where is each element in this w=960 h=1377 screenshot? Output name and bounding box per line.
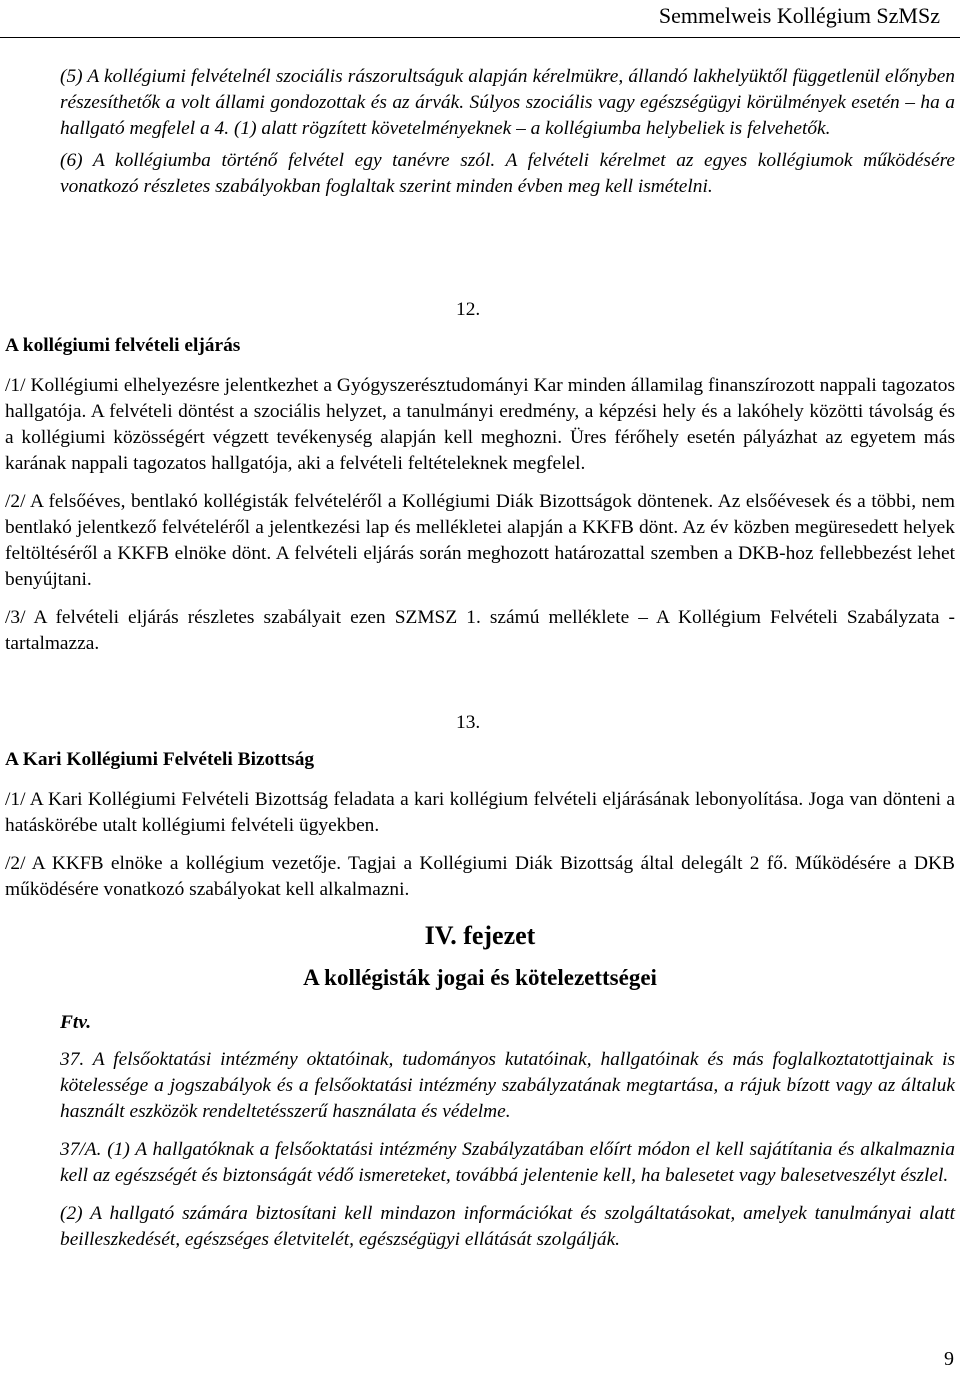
ftv-paragraph-37a-2: (2) A hallgató számára biztosítani kell mindazon információkat és szolgáltatásokat, amelyek tanulmányai alatt beilleszkedését, egészséges életvitelét, egészségügyi ellátását szolgálják. <box>60 1203 955 1250</box>
section-12-title: A kollégiumi felvételi eljárás <box>5 335 241 356</box>
section-13-paragraph-2: /2/ A KKFB elnöke a kollégium vezetője. Tagjai a Kollégiumi Diák Bizottság által delegált 2 fő. Működésére a DKB működésére vonatkozó szabályokat kell alkalmazni. <box>5 853 955 900</box>
section-12-paragraph-2: /2/ A felsőéves, bentlakó kollégisták felvételéről a Kollégiumi Diák Bizottságok döntenek. Az elsőévesek és a többi, nem bentlakó jelentkező felvételéről a jelentkezési lap és mellékletei alapján a KKFB dönt. Az év közben megüresedett helyek feltöltéséről a KKFB elnöke dönt. A felvételi eljárás során meghozott határozattal szemben a DKB-hoz fellebbezést lehet benyújtani. <box>5 491 955 590</box>
section-13-title: A Kari Kollégiumi Felvételi Bizottság <box>5 749 315 770</box>
section-13-number: 13. <box>456 712 481 733</box>
section-13-paragraph-1: /1/ A Kari Kollégiumi Felvételi Bizottság feladata a kari kollégium felvételi eljárásának lebonyolítása. Joga van dönteni a hatáskörébe utalt kollégiumi felvételi ügyekben. <box>5 789 955 836</box>
running-header: Semmelweis Kollégium SzMSz <box>658 3 940 28</box>
paragraph-5: (5) A kollégiumi felvételnél szociális rászorultságuk alapján kérelmükre, állandó lakhelyüktől függetlenül előnyben részesíthetők a volt állami gondozottak és az árvák. Súlyos szociális vagy egészségügyi körülmények esetén – ha a hallgató megfelel a 4. (1) alatt rögzített követelményeknek – a kollégiumba helybeliek is felvehetők. <box>60 66 955 139</box>
section-12-paragraph-1: /1/ Kollégiumi elhelyezésre jelentkezhet a Gyógyszerésztudományi Kar minden államilag finanszírozott nappali tagozatos hallgatója. A felvételi döntést a szociális helyzet, a tanulmányi eredmény, a képzési hely és a lakóhely közötti távolság és a kollégiumi közösségért végzett tevékenység alapján kell meghozni. Üres férőhely esetén pályázhat az egyetem más karának nappali tagozatos hallgatója, aki a felvételi feltételeknek megfelel. <box>5 375 955 474</box>
paragraph-6: (6) A kollégiumba történő felvétel egy tanévre szól. A felvételi kérelmet az egyes kollégiumok működésére vonatkozó részletes szabályokban foglaltak szerint minden évben meg kell ismételni. <box>60 150 955 197</box>
ftv-body <box>60 1047 955 1253</box>
section-13-body <box>5 787 955 903</box>
chapter-number: IV. fejezet <box>424 921 536 950</box>
ftv-paragraph-37: 37. A felsőoktatási intézmény oktatóinak, tudományos kutatóinak, hallgatóinak és más foglalkoztatottjainak is kötelessége a jogszabályok és a felsőoktatási intézmény szabályzatának megtartása, a rájuk bízott vagy az általuk használt eszközök rendeltetésszerű használata és védelme. <box>60 1049 955 1122</box>
section-12-number: 12. <box>456 299 481 320</box>
ftv-label: Ftv. <box>60 1012 92 1033</box>
header-divider <box>0 37 960 38</box>
section-12-paragraph-3: /3/ A felvételi eljárás részletes szabályait ezen SZMSZ 1. számú melléklete – A Kollégium Felvételi Szabályzata - tartalmazza. <box>5 607 955 654</box>
chapter-title: A kollégisták jogai és kötelezettségei <box>303 965 657 990</box>
ftv-paragraph-37a-1: 37/A. (1) A hallgatóknak a felsőoktatási intézmény Szabályzatában előírt módon el kell sajátítania és alkalmaznia kell az egészségét és biztonságát védő ismereteket, továbbá jelentenie kell, ha balesetet vagy balesetveszélyt észlel. <box>60 1139 955 1186</box>
intro-section <box>60 64 955 200</box>
page-number: 9 <box>944 1348 954 1370</box>
section-12-body <box>5 373 955 657</box>
